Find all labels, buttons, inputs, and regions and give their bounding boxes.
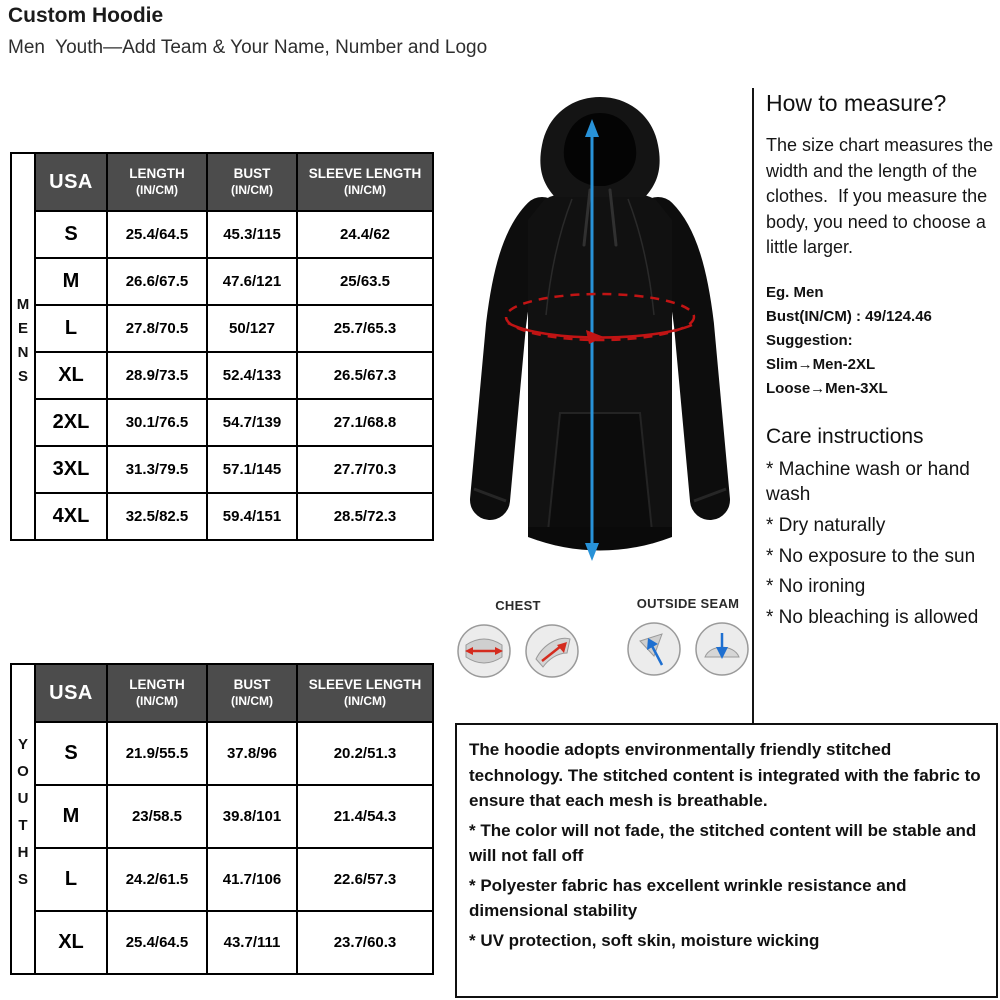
mens-vertical-label — [11, 153, 35, 540]
how-to-measure-body: The size chart measures the width and the length of the clothes. If you measure the body, you need to choose a little larger. — [766, 135, 999, 258]
table-row — [11, 785, 433, 848]
chest-around-measure-icon — [524, 623, 580, 679]
page-title: Custom Hoodie — [8, 4, 164, 27]
mens-length-header: LENGTH (IN/CM) — [107, 153, 207, 211]
length-cell: 25.4/64.5 — [107, 911, 207, 974]
length-cell: 31.3/79.5 — [107, 446, 207, 493]
table-row — [11, 848, 433, 911]
size-cell: XL — [35, 911, 107, 974]
size-cell: M — [35, 258, 107, 305]
length-cell: 27.8/70.5 — [107, 305, 207, 352]
bust-cell: 50/127 — [207, 305, 297, 352]
care-item: * No exposure to the sun — [766, 545, 976, 567]
sleeve-cell: 21.4/54.3 — [297, 785, 433, 848]
youths-table-header-row — [11, 664, 433, 722]
size-cell: 2XL — [35, 399, 107, 446]
table-row — [11, 211, 433, 258]
sleeve-cell: 23.7/60.3 — [297, 911, 433, 974]
bust-cell: 52.4/133 — [207, 352, 297, 399]
bust-cell: 43.7/111 — [207, 911, 297, 974]
table-row — [11, 399, 433, 446]
size-cell: 4XL — [35, 493, 107, 540]
chest-icon-row — [448, 623, 588, 679]
mens-bust-header: BUST (IN/CM) — [207, 153, 297, 211]
sleeve-cell: 25.7/65.3 — [297, 305, 433, 352]
youths-vertical-label — [11, 664, 35, 974]
seam-curve-measure-icon — [694, 621, 750, 677]
bust-cell: 39.8/101 — [207, 785, 297, 848]
table-row — [11, 911, 433, 974]
care-item: * Machine wash or hand wash — [766, 458, 970, 506]
care-item: * No ironing — [766, 576, 866, 598]
length-cell: 32.5/82.5 — [107, 493, 207, 540]
length-arrow-bottom-head — [585, 543, 599, 561]
sleeve-cell: 22.6/57.3 — [297, 848, 433, 911]
youths-size-table — [10, 663, 434, 975]
vertical-divider — [752, 88, 754, 723]
hoodie-hem — [528, 527, 672, 551]
youths-length-header: LENGTH (IN/CM) — [107, 664, 207, 722]
length-cell: 30.1/76.5 — [107, 399, 207, 446]
size-cell: 3XL — [35, 446, 107, 493]
table-row — [11, 258, 433, 305]
chest-measure-group — [448, 598, 588, 679]
example-line: Slim→Men-2XL — [766, 355, 876, 373]
example-line: Suggestion: — [766, 331, 853, 349]
size-cell: S — [35, 211, 107, 258]
table-row — [11, 305, 433, 352]
youths-usa-header: USA — [35, 664, 107, 722]
length-cell: 26.6/67.5 — [107, 258, 207, 305]
bust-cell: 37.8/96 — [207, 722, 297, 785]
product-notes-box — [455, 723, 998, 998]
sleeve-cell: 20.2/51.3 — [297, 722, 433, 785]
outside-seam-label: OUTSIDE SEAM — [636, 596, 740, 611]
notes-bullet: * Polyester fabric has excellent wrinkle resistance and dimensional stability — [469, 875, 907, 920]
youths-vertical-label-text: YOUTHS — [14, 735, 32, 898]
sleeve-cell: 27.7/70.3 — [297, 446, 433, 493]
table-row — [11, 722, 433, 785]
notes-intro: The hoodie adopts environmentally friendly stitched technology. The stitched content is integrated with the fabric to ensure that each mesh is breathable. — [469, 740, 981, 810]
table-row — [11, 493, 433, 540]
care-item: * Dry naturally — [766, 515, 886, 537]
bust-cell: 59.4/151 — [207, 493, 297, 540]
sleeve-cell: 26.5/67.3 — [297, 352, 433, 399]
example-line: Bust(IN/CM) : 49/124.46 — [766, 307, 932, 325]
sizing-example-block — [766, 281, 994, 401]
care-item: * No bleaching is allowed — [766, 606, 979, 628]
chest-flat-measure-icon — [456, 623, 512, 679]
length-cell: 23/58.5 — [107, 785, 207, 848]
page-subtitle: Men Youth—Add Team & Your Name, Number and Logo — [8, 37, 488, 58]
mens-size-table — [10, 152, 434, 541]
mens-usa-header: USA — [35, 153, 107, 211]
how-to-measure-section — [766, 90, 999, 631]
length-cell: 28.9/73.5 — [107, 352, 207, 399]
youths-sleeve-header: SLEEVE LENGTH (IN/CM) — [297, 664, 433, 722]
care-instructions-title: Care instructions — [766, 424, 924, 448]
bust-cell: 47.6/121 — [207, 258, 297, 305]
mens-table-header-row — [11, 153, 433, 211]
example-line: Loose→Men-3XL — [766, 379, 888, 397]
outside-seam-icon-row — [608, 621, 768, 677]
bust-cell: 57.1/145 — [207, 446, 297, 493]
length-cell: 21.9/55.5 — [107, 722, 207, 785]
size-cell: S — [35, 722, 107, 785]
size-cell: M — [35, 785, 107, 848]
sleeve-cell: 28.5/72.3 — [297, 493, 433, 540]
size-cell: L — [35, 305, 107, 352]
size-cell: L — [35, 848, 107, 911]
example-line: Eg. Men — [766, 283, 824, 301]
length-cell: 25.4/64.5 — [107, 211, 207, 258]
chest-label: CHEST — [495, 598, 541, 613]
table-row — [11, 446, 433, 493]
how-to-measure-title: How to measure? — [766, 90, 947, 116]
mens-vertical-label-text: MENS — [14, 296, 32, 392]
bust-cell: 45.3/115 — [207, 211, 297, 258]
bust-cell: 54.7/139 — [207, 399, 297, 446]
sleeve-cell: 24.4/62 — [297, 211, 433, 258]
hoodie-hood-opening — [564, 113, 636, 186]
notes-bullet: * The color will not fade, the stitched content will be stable and will not fall off — [469, 820, 977, 865]
notes-bullet: * UV protection, soft skin, moisture wicking — [469, 930, 820, 950]
size-cell: XL — [35, 352, 107, 399]
seam-fold-measure-icon — [626, 621, 682, 677]
table-row — [11, 352, 433, 399]
bust-cell: 41.7/106 — [207, 848, 297, 911]
outside-seam-measure-group — [608, 596, 768, 677]
care-instructions-list — [766, 457, 994, 631]
sleeve-cell: 25/63.5 — [297, 258, 433, 305]
page-header — [8, 4, 487, 59]
length-cell: 24.2/61.5 — [107, 848, 207, 911]
sleeve-cell: 27.1/68.8 — [297, 399, 433, 446]
mens-sleeve-header: SLEEVE LENGTH (IN/CM) — [297, 153, 433, 211]
hoodie-product-image — [440, 85, 760, 590]
youths-bust-header: BUST (IN/CM) — [207, 664, 297, 722]
hoodie-pocket — [548, 413, 652, 540]
